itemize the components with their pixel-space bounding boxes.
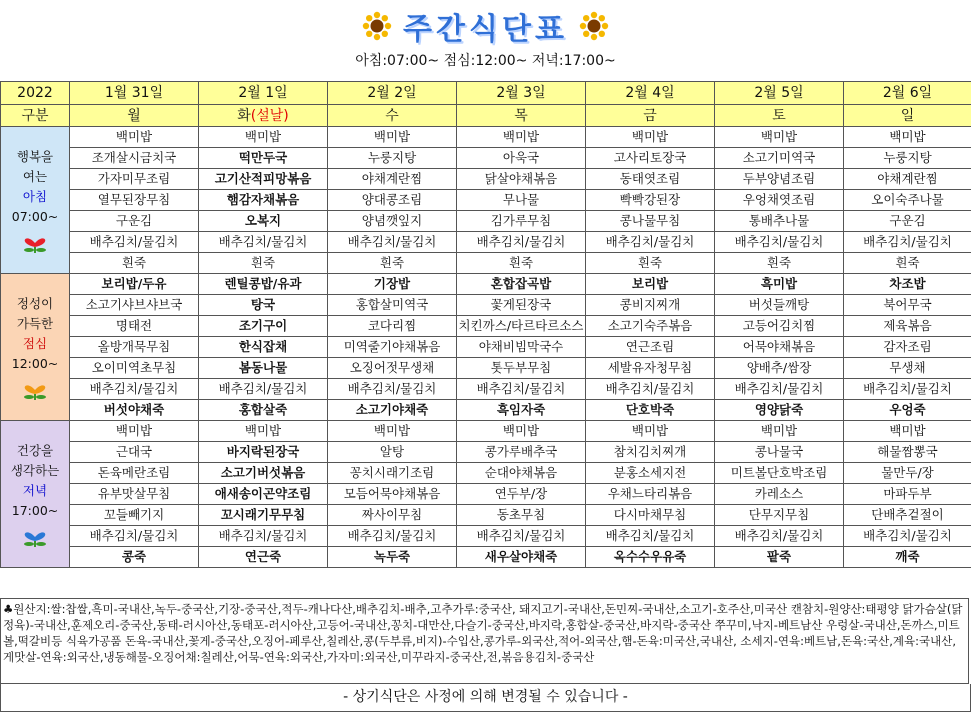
menu-item: 흰죽 [844, 253, 971, 274]
date-row [1, 82, 971, 105]
menu-item: 흰죽 [586, 253, 715, 274]
lunch-row [1, 274, 971, 295]
menu-item: 오이미역초무침 [70, 358, 199, 379]
menu-item: 조기구이 [199, 316, 328, 337]
menu-item: 누룽지탕 [328, 148, 457, 169]
lunch-row [1, 337, 971, 358]
heart-flower-icon [18, 523, 52, 547]
lunch-row [1, 295, 971, 316]
menu-item: 빡빡강된장 [586, 190, 715, 211]
menu-item: 구운김 [70, 211, 199, 232]
menu-item: 콩비지찌개 [586, 295, 715, 316]
day-label: 금 [643, 107, 657, 124]
breakfast-row [1, 232, 971, 253]
menu-item: 다시마채무침 [586, 505, 715, 526]
day-cell [586, 105, 715, 127]
menu-item: 고등어김치찜 [715, 316, 844, 337]
lunch-row [1, 379, 971, 400]
menu-item: 카레소스 [715, 484, 844, 505]
lunch-row [1, 400, 971, 421]
menu-item: 통배추나물 [715, 211, 844, 232]
day-cell [70, 105, 199, 127]
menu-item: 콩나물국 [715, 442, 844, 463]
dinner-label [1, 421, 70, 568]
day-label: 목 [514, 107, 528, 124]
menu-item: 배추김치/물김치 [328, 526, 457, 547]
breakfast-row [1, 253, 971, 274]
dinner-row [1, 442, 971, 463]
menu-item: 우채느타리볶음 [586, 484, 715, 505]
menu-item: 콩나물무침 [586, 211, 715, 232]
menu-item: 백미밥 [844, 127, 971, 148]
menu-item: 배추김치/물김치 [457, 379, 586, 400]
menu-item: 오복지 [199, 211, 328, 232]
label-line: 행복을 [16, 149, 54, 164]
menu-item: 물만두/장 [844, 463, 971, 484]
day-cell [844, 105, 971, 127]
menu-item: 배추김치/물김치 [70, 526, 199, 547]
heart-flower-icon [18, 376, 52, 400]
menu-item: 양배추/쌈장 [715, 358, 844, 379]
menu-item: 애새송이곤약조림 [199, 484, 328, 505]
menu-item: 야채계란찜 [844, 169, 971, 190]
menu-item: 코다리찜 [328, 316, 457, 337]
menu-item: 순대야채볶음 [457, 463, 586, 484]
menu-item: 백미밥 [70, 421, 199, 442]
menu-item: 버섯야채죽 [70, 400, 199, 421]
menu-item: 오징어젓무생채 [328, 358, 457, 379]
breakfast-label [1, 127, 70, 274]
menu-item: 백미밥 [199, 421, 328, 442]
meal-time: 12:00~ [11, 356, 59, 371]
menu-item: 배추김치/물김치 [715, 526, 844, 547]
sunflower-icon [362, 11, 392, 41]
day-label: 일 [900, 107, 915, 124]
menu-item: 소고기샤브샤브국 [70, 295, 199, 316]
menu-item: 치킨까스/타르타르소스 [457, 316, 586, 337]
menu-item: 백미밥 [70, 127, 199, 148]
date-cell: 1월 31일 [70, 82, 199, 105]
date-cell: 2월 2일 [328, 82, 457, 105]
day-row [1, 105, 971, 127]
menu-item: 흰죽 [715, 253, 844, 274]
menu-item: 명태전 [70, 316, 199, 337]
menu-item: 무나물 [457, 190, 586, 211]
menu-item: 어묵야채볶음 [715, 337, 844, 358]
menu-item: 햄감자채볶음 [199, 190, 328, 211]
menu-item: 고기산적피망볶음 [199, 169, 328, 190]
menu-item: 영양닭죽 [715, 400, 844, 421]
menu-item: 혼합잡곡밥 [457, 274, 586, 295]
menu-item: 세발유자청무침 [586, 358, 715, 379]
menu-item: 배추김치/물김치 [715, 232, 844, 253]
menu-item: 보리밥 [586, 274, 715, 295]
meal-time: 17:00~ [11, 503, 59, 518]
menu-item: 소고기미역국 [715, 148, 844, 169]
menu-item: 열무된장무침 [70, 190, 199, 211]
menu-item: 미역줄기야채볶음 [328, 337, 457, 358]
dinner-row [1, 484, 971, 505]
menu-item: 올방개묵무침 [70, 337, 199, 358]
menu-item: 단호박죽 [586, 400, 715, 421]
label-line: 건강을 [16, 443, 54, 458]
menu-item: 백미밥 [457, 421, 586, 442]
menu-item: 꼬들빼기지 [70, 505, 199, 526]
menu-item: 배추김치/물김치 [199, 379, 328, 400]
menu-item: 단배추겉절이 [844, 505, 971, 526]
menu-item: 우엉죽 [844, 400, 971, 421]
menu-item: 새우살야채죽 [457, 547, 586, 568]
menu-item: 우엉채엿조림 [715, 190, 844, 211]
meal-name: 저녁 [22, 483, 48, 498]
menu-item: 배추김치/물김치 [586, 379, 715, 400]
dinner-row [1, 547, 971, 568]
day-cell [199, 105, 328, 127]
menu-item: 두부양념조림 [715, 169, 844, 190]
label-line: 생각하는 [10, 463, 60, 478]
menu-item: 톳두부무침 [457, 358, 586, 379]
menu-item: 야채계란찜 [328, 169, 457, 190]
menu-item: 꽁치시래기조림 [328, 463, 457, 484]
menu-item: 백미밥 [844, 421, 971, 442]
menu-item: 깨죽 [844, 547, 971, 568]
menu-item: 배추김치/물김치 [586, 526, 715, 547]
label-line: 가득한 [16, 316, 54, 331]
menu-item: 배추김치/물김치 [199, 232, 328, 253]
menu-item: 한식잡채 [199, 337, 328, 358]
menu-item: 근대국 [70, 442, 199, 463]
menu-item: 소고기숙주볶음 [586, 316, 715, 337]
menu-item: 연근조림 [586, 337, 715, 358]
dinner-row [1, 421, 971, 442]
day-cell [328, 105, 457, 127]
menu-item: 무생채 [844, 358, 971, 379]
menu-item: 백미밥 [328, 127, 457, 148]
date-cell: 2월 3일 [457, 82, 586, 105]
menu-item: 차조밥 [844, 274, 971, 295]
menu-item: 녹두죽 [328, 547, 457, 568]
header [0, 0, 971, 80]
day-cell [457, 105, 586, 127]
menu-item: 꼬시래기무무침 [199, 505, 328, 526]
menu-item: 참치김치찌개 [586, 442, 715, 463]
menu-item: 양념깻잎지 [328, 211, 457, 232]
page-title: 주간식단표 [403, 12, 568, 47]
menu-item: 연두부/장 [457, 484, 586, 505]
menu-item: 소고기야채죽 [328, 400, 457, 421]
meal-time: 07:00~ [11, 209, 59, 224]
menu-item: 떡만두국 [199, 148, 328, 169]
menu-item: 마파두부 [844, 484, 971, 505]
menu-item: 분홍소세지전 [586, 463, 715, 484]
menu-item: 감자조림 [844, 337, 971, 358]
dinner-row [1, 505, 971, 526]
menu-item: 단무지무침 [715, 505, 844, 526]
lunch-label [1, 274, 70, 421]
menu-item: 야채비빔막국수 [457, 337, 586, 358]
menu-item: 오이숙주나물 [844, 190, 971, 211]
menu-item: 짜사이무침 [328, 505, 457, 526]
lunch-row [1, 358, 971, 379]
menu-item: 돈육메란조림 [70, 463, 199, 484]
menu-item: 배추김치/물김치 [199, 526, 328, 547]
menu-item: 배추김치/물김치 [328, 379, 457, 400]
menu-item: 홍합살미역국 [328, 295, 457, 316]
menu-item: 닭살야채볶음 [457, 169, 586, 190]
menu-item: 팥죽 [715, 547, 844, 568]
menu-item: 동태엿조림 [586, 169, 715, 190]
menu-item: 배추김치/물김치 [844, 379, 971, 400]
menu-item: 미트볼단호박조림 [715, 463, 844, 484]
menu-item: 백미밥 [715, 127, 844, 148]
day-cell [715, 105, 844, 127]
menu-item: 렌틸콩밥/유과 [199, 274, 328, 295]
menu-item: 배추김치/물김치 [457, 232, 586, 253]
breakfast-row [1, 169, 971, 190]
heart-flower-icon [18, 229, 52, 253]
meal-times: 아침:07:00~ 점심:12:00~ 저녁:17:00~ [355, 53, 616, 69]
menu-item: 꽃게된장국 [457, 295, 586, 316]
menu-item: 흰죽 [70, 253, 199, 274]
breakfast-row [1, 148, 971, 169]
date-cell: 2월 1일 [199, 82, 328, 105]
menu-item: 배추김치/물김치 [70, 232, 199, 253]
menu-item: 고사리토장국 [586, 148, 715, 169]
menu-item: 유부맛살무침 [70, 484, 199, 505]
menu-item: 배추김치/물김치 [328, 232, 457, 253]
menu-item: 해물짬뽕국 [844, 442, 971, 463]
menu-item: 백미밥 [457, 127, 586, 148]
day-label: 화 [237, 107, 251, 124]
lunch-row [1, 316, 971, 337]
date-cell: 2월 6일 [844, 82, 971, 105]
menu-item: 배추김치/물김치 [844, 526, 971, 547]
date-cell: 2월 4일 [586, 82, 715, 105]
menu-item: 배추김치/물김치 [586, 232, 715, 253]
menu-item: 흰죽 [328, 253, 457, 274]
meal-name: 아침 [22, 189, 48, 204]
menu-item: 흰죽 [199, 253, 328, 274]
label-line: 여는 [22, 169, 48, 184]
dinner-row [1, 463, 971, 484]
menu-item: 가자미무조림 [70, 169, 199, 190]
sunflower-icon [579, 11, 609, 41]
menu-item: 바지락된장국 [199, 442, 328, 463]
menu-item: 김가루무침 [457, 211, 586, 232]
corner-label: 구분 [1, 105, 70, 127]
date-cell: 2월 5일 [715, 82, 844, 105]
menu-item: 양대콩조림 [328, 190, 457, 211]
menu-item: 콩가루배추국 [457, 442, 586, 463]
menu-item: 배추김치/물김치 [70, 379, 199, 400]
menu-item: 기장밥 [328, 274, 457, 295]
menu-item: 옥수수우유죽 [586, 547, 715, 568]
menu-item: 백미밥 [199, 127, 328, 148]
menu-item: 백미밥 [586, 127, 715, 148]
menu-item: 조개살시금치국 [70, 148, 199, 169]
menu-item: 흑임자죽 [457, 400, 586, 421]
menu-item: 동초무침 [457, 505, 586, 526]
meal-name: 점심 [22, 336, 48, 351]
menu-item: 알탕 [328, 442, 457, 463]
breakfast-row [1, 211, 971, 232]
notice: - 상기식단은 사정에 의해 변경될 수 있습니다 - [0, 684, 971, 712]
menu-item: 구운김 [844, 211, 971, 232]
title-wrap [0, 4, 971, 46]
day-label: 수 [385, 107, 399, 124]
menu-item: 버섯들깨탕 [715, 295, 844, 316]
menu-item: 배추김치/물김치 [844, 232, 971, 253]
dinner-row [1, 526, 971, 547]
menu-item: 홍합살죽 [199, 400, 328, 421]
day-label: 토 [772, 107, 786, 124]
day-label: 월 [127, 107, 141, 124]
label-line: 정성이 [16, 296, 54, 311]
menu-item: 배추김치/물김치 [715, 379, 844, 400]
menu-item: 북어무국 [844, 295, 971, 316]
year-cell: 2022 [1, 82, 70, 105]
holiday-note: (설날) [250, 107, 289, 124]
menu-item: 소고기버섯볶음 [199, 463, 328, 484]
menu-item: 모듬어묵야채볶음 [328, 484, 457, 505]
menu-item: 배추김치/물김치 [457, 526, 586, 547]
menu-item: 탕국 [199, 295, 328, 316]
breakfast-row [1, 127, 971, 148]
menu-table [0, 81, 971, 568]
menu-item: 보리밥/두유 [70, 274, 199, 295]
breakfast-row [1, 190, 971, 211]
menu-item: 백미밥 [715, 421, 844, 442]
origin-note: ♣원산지:쌀:찹쌀,흑미-국내산,녹두-중국산,기장-중국산,적두-캐나다산,배추김치-배추,고추가루:중국산, 돼지고기-국내산,돈민찌-국내산,소고기-호주산,미국산 캔참치-원양산:태평양 닭가슴살(닭정육)-국내산,훈제오리-중국산,동태-러시아산,동태포-러시아산,고등어-국내산,꽁치-대만산,다슬기-중국산,바지락,홍합살-중국산,바지락-중국산 쭈꾸미,낙지-베트남산 우렁살-국내산,돈까스,미트볼,떡갈비등 식육가공품 돈육-국내산,꽃게-중국산,오징어-페루산,칠레산,콩(두부류,비지)-수입산,콩가루-외국산,적어-외국산,햄-돈육:미국산,국내산, 소세지-연육:베트남,돈육:국산,계육:국내산,게맛살-연육:외국산,냉동해물-오징어채:칠레산,어묵-연육:외국산,가자미:외국산,미꾸라지-중국산,전,볶음용김치-중국산 [0, 598, 969, 684]
menu-item: 흰죽 [457, 253, 586, 274]
menu-item: 흑미밥 [715, 274, 844, 295]
menu-item: 연근죽 [199, 547, 328, 568]
menu-item: 제육볶음 [844, 316, 971, 337]
menu-item: 백미밥 [328, 421, 457, 442]
menu-item: 콩죽 [70, 547, 199, 568]
menu-item: 누룽지탕 [844, 148, 971, 169]
menu-item: 아욱국 [457, 148, 586, 169]
menu-item: 백미밥 [586, 421, 715, 442]
menu-item: 봄동나물 [199, 358, 328, 379]
